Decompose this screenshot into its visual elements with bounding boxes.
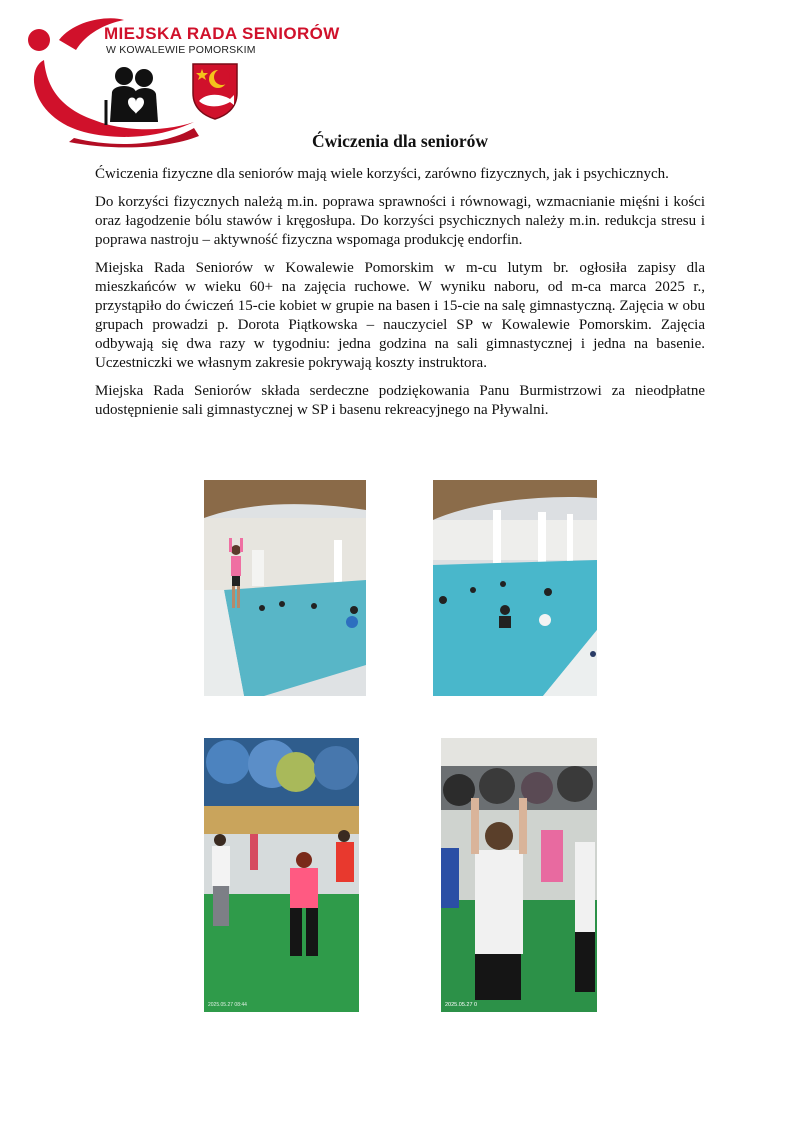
photo-pool-exercise-1 <box>204 480 366 696</box>
document-body <box>95 165 705 429</box>
photo-timestamp: 2025.05.27 08:44 <box>208 1002 247 1008</box>
photo-gym-exercise-1 <box>204 738 359 1012</box>
logo-subtitle: W KOWALEWIE POMORSKIM <box>106 44 256 56</box>
logo <box>14 10 340 150</box>
photo-pool-exercise-2 <box>433 480 597 696</box>
paragraph: Do korzyści fizycznych należą m.in. poprawa sprawności i równowagi, wzmacnianie mięśni i kości oraz łagodzenie bólu stawów i kręgosłupa. Do korzyści psychicznych należy m.in. redukcja stresu i poprawa nastroju – aktywność fizyczna wspomaga produkcję endorfin. <box>95 194 705 248</box>
paragraph: Miejska Rada Seniorów składa serdeczne podziękowania Panu Burmistrzowi za nieodpłatne udostępnienie sali gimnastycznej w SP i basenu rekreacyjnego na Pływalni. <box>95 383 705 418</box>
logo-name: MIEJSKA RADA SENIORÓW <box>104 24 340 43</box>
paragraph: Ćwiczenia fizyczne dla seniorów mają wiele korzyści, zarówno fizycznych, jak i psychicznych. <box>95 166 669 182</box>
document-title: Ćwiczenia dla seniorów <box>312 131 488 151</box>
paragraph: Miejska Rada Seniorów w Kowalewie Pomorskim w m-cu lutym br. ogłosiła zapisy dla mieszkańców w wieku 60+ na zajęcia ruchowe. W wyniku naboru, od m-ca marca 2025 r., przystąpiło do ćwiczeń 15-cie kobiet w grupie na basen i 15-cie na salę gimnastyczną. Zajęcia w obu grupach prowadzi p. Dorota Piątkowska – nauczyciel SP w Kowalewie Pomorskim. Zajęcia odbywają się dwa razy w tygodniu: jedna godzina na sali gimnastycznej i jedna na basenie. Uczestniczki we własnym zakresie pokrywają koszty instruktora. <box>95 260 705 371</box>
coat-of-arms-icon <box>190 61 240 121</box>
photo-gym-exercise-2 <box>441 738 597 1012</box>
photo-timestamp: 2025.05.27 0 <box>445 1002 478 1008</box>
